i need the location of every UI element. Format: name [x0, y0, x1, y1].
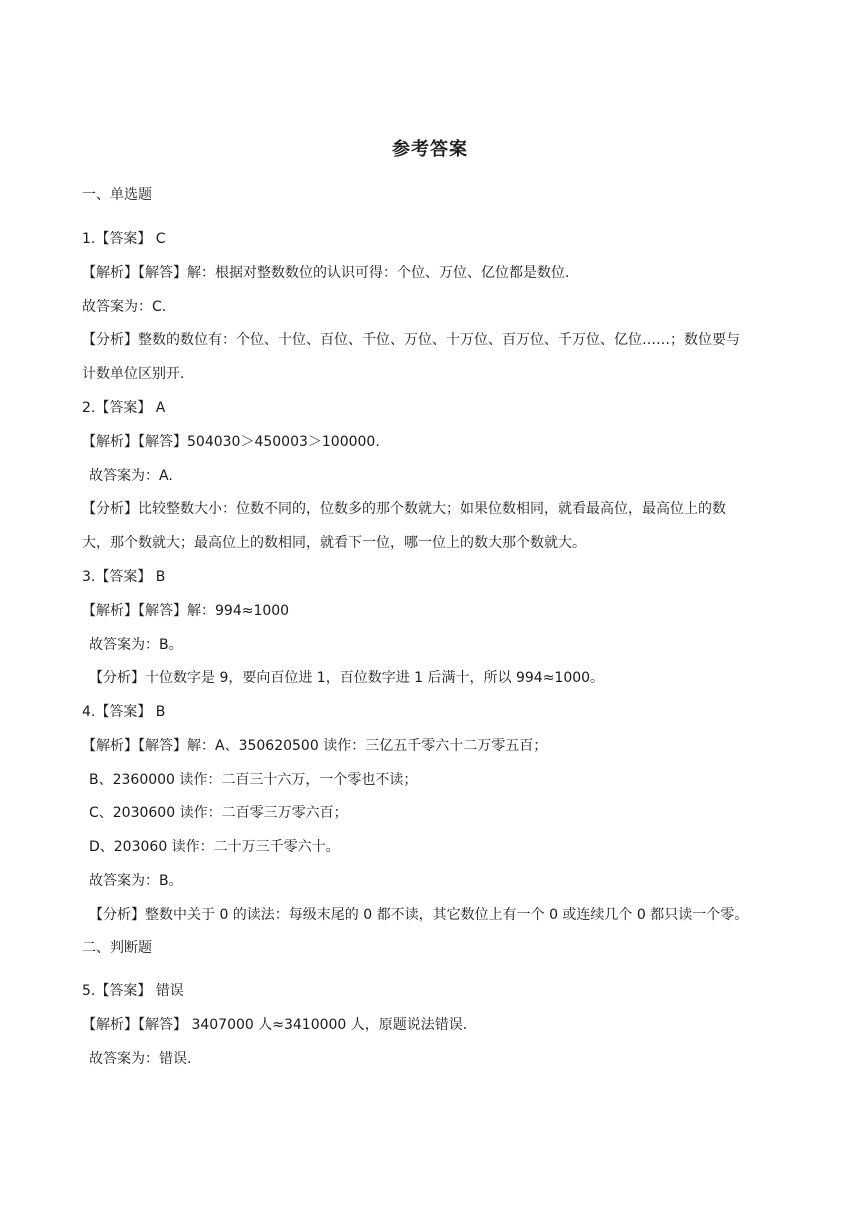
page-title: 参考答案 — [392, 139, 468, 160]
q1-analysis: 【分析】整数的数位有：个位、十位、百位、千位、万位、十万位、百万位、千万位、亿位……；数位要与 — [82, 332, 740, 348]
q2-answer: 2.【答案】 A — [82, 400, 166, 416]
q4-option-c: C、2030600 读作：二百零三万零六百； — [89, 805, 348, 821]
q2-analysis-cont: 大，那个数就大；最高位上的数相同，就看下一位，哪一位上的数大那个数就大。 — [82, 535, 586, 551]
q5-conclusion: 故答案为：错误. — [89, 1051, 192, 1067]
q5-answer: 5.【答案】 错误 — [82, 983, 184, 999]
q4-option-d: D、203060 读作：二十万三千零六十。 — [89, 839, 340, 855]
q3-conclusion: 故答案为：B。 — [89, 637, 183, 653]
section-heading-single-choice: 一、单选题 — [82, 187, 152, 203]
q3-explanation: 【解析】【解答】解：994≈1000 — [82, 603, 290, 619]
q3-analysis: 【分析】十位数字是 9，要向百位进 1，百位数字进 1 后满十，所以 994≈1000。 — [89, 670, 605, 686]
q1-conclusion: 故答案为：C. — [82, 299, 167, 315]
q2-analysis: 【分析】比较整数大小：位数不同的，位数多的那个数就大；如果位数相同，就看最高位，最高位上的数 — [82, 501, 726, 517]
q4-conclusion: 故答案为：B。 — [89, 873, 183, 889]
q1-analysis-cont: 计数单位区别开. — [82, 366, 185, 382]
q4-explanation: 【解析】【解答】解：A、350620500 读作：三亿五千零六十二万零五百； — [82, 738, 548, 754]
q1-answer: 1.【答案】 C — [82, 231, 166, 247]
q4-option-b: B、2360000 读作：二百三十六万，一个零也不读； — [89, 772, 418, 788]
q1-explanation: 【解析】【解答】解：根据对整数数位的认识可得：个位、万位、亿位都是数位. — [82, 265, 570, 281]
q5-explanation: 【解析】【解答】 3407000 人≈3410000 人，原题说法错误. — [82, 1017, 468, 1033]
q2-conclusion: 故答案为：A. — [89, 468, 173, 484]
q3-answer: 3.【答案】 B — [82, 569, 166, 585]
q4-analysis: 【分析】整数中关于 0 的读法：每级末尾的 0 都不读，其它数位上有一个 0 或连续几个 0 都只读一个零。 — [89, 907, 749, 923]
section-heading-true-false: 二、判断题 — [82, 940, 152, 956]
q2-explanation: 【解析】【解答】504030＞450003＞100000. — [82, 434, 380, 450]
q4-answer: 4.【答案】 B — [82, 704, 166, 720]
